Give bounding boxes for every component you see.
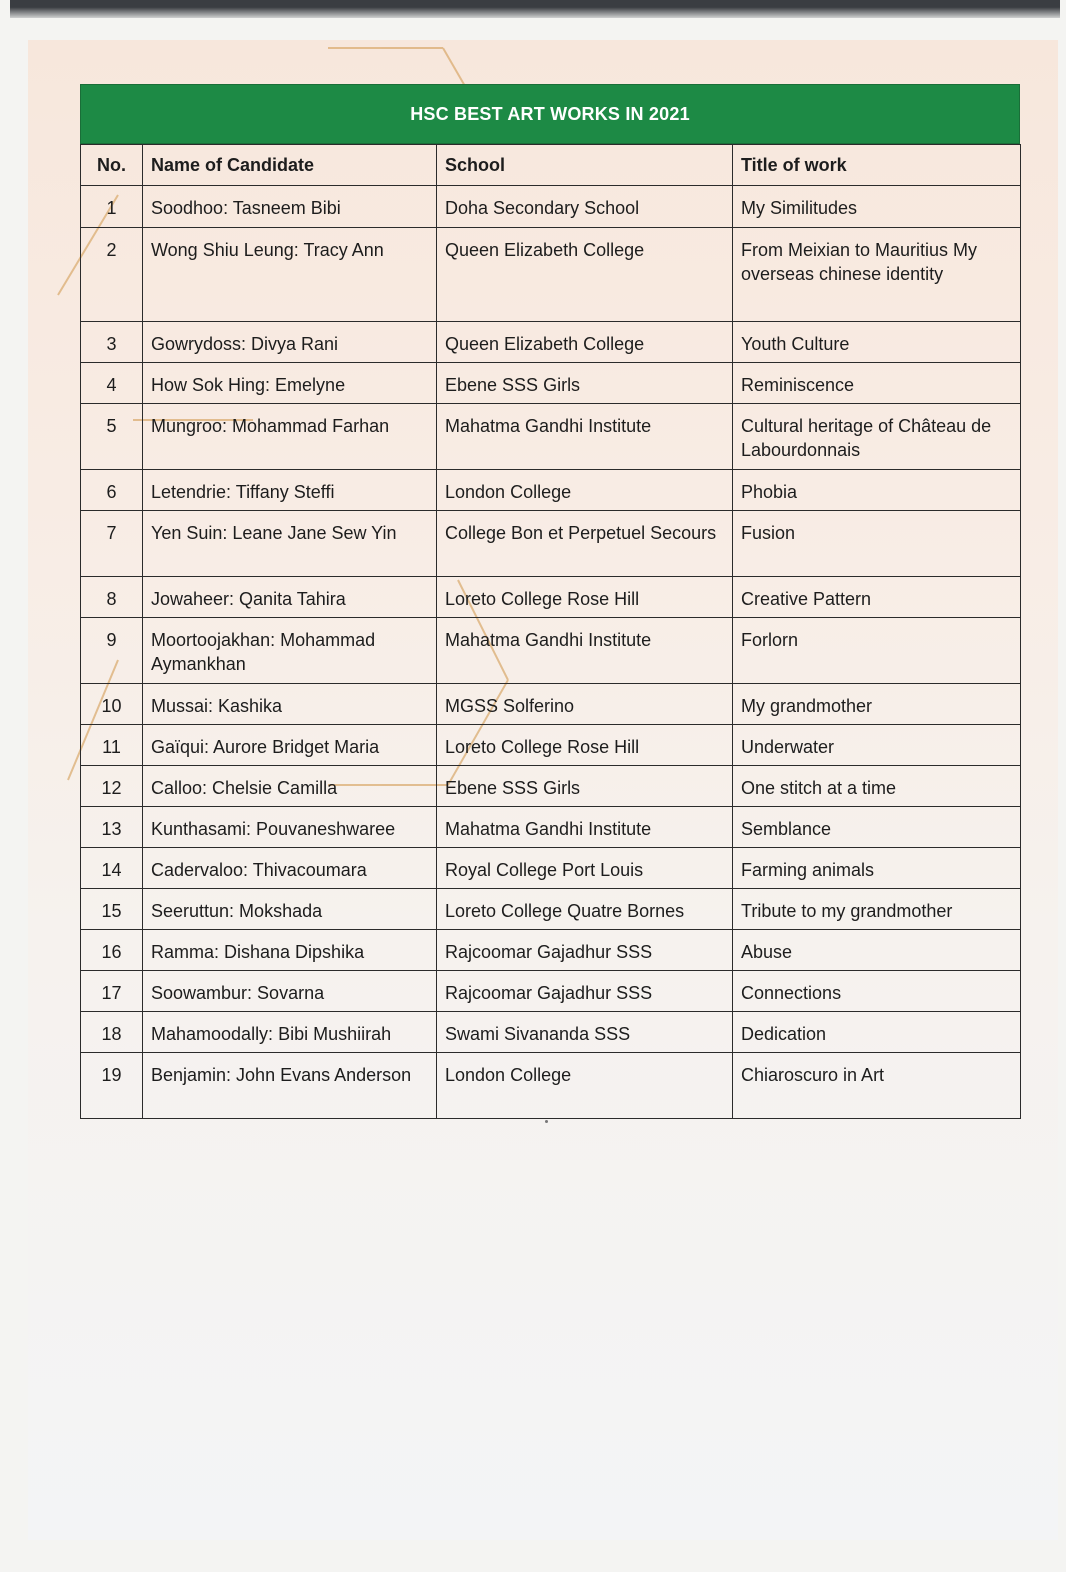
- table-row: [81, 186, 1021, 228]
- table-row: [81, 228, 1021, 322]
- cell-no: 17: [81, 971, 143, 1012]
- cell-name: Mungroo: Mohammad Farhan: [143, 404, 437, 470]
- header-row: [81, 145, 1021, 186]
- cell-work: My Similitudes: [733, 186, 1021, 228]
- cell-no: 3: [81, 322, 143, 363]
- cell-name: Mussai: Kashika: [143, 684, 437, 725]
- cell-name: Gaïqui: Aurore Bridget Maria: [143, 725, 437, 766]
- cell-work: Creative Pattern: [733, 577, 1021, 618]
- cell-school: Swami Sivananda SSS: [437, 1012, 733, 1053]
- table-row: [81, 848, 1021, 889]
- cell-work: One stitch at a time: [733, 766, 1021, 807]
- cell-no: 10: [81, 684, 143, 725]
- table-row: [81, 1012, 1021, 1053]
- cell-work: Fusion: [733, 511, 1021, 577]
- table-row: [81, 363, 1021, 404]
- cell-work: From Meixian to Mauritius My overseas chinese identity: [733, 228, 1021, 322]
- cell-school: Queen Elizabeth College: [437, 228, 733, 322]
- table-row: [81, 618, 1021, 684]
- table-row: [81, 322, 1021, 363]
- cell-no: 13: [81, 807, 143, 848]
- table-title: HSC BEST ART WORKS IN 2021: [80, 84, 1020, 144]
- cell-work: Abuse: [733, 930, 1021, 971]
- art-works-table-container: [80, 84, 1020, 1119]
- cell-no: 19: [81, 1053, 143, 1119]
- table-row: [81, 930, 1021, 971]
- cell-work: Cultural heritage of Château de Labourdonnais: [733, 404, 1021, 470]
- cell-school: Mahatma Gandhi Institute: [437, 807, 733, 848]
- cell-no: 15: [81, 889, 143, 930]
- table-row: [81, 511, 1021, 577]
- cell-no: 14: [81, 848, 143, 889]
- cell-school: Mahatma Gandhi Institute: [437, 618, 733, 684]
- cell-no: 11: [81, 725, 143, 766]
- table-row: [81, 971, 1021, 1012]
- cell-no: 18: [81, 1012, 143, 1053]
- table-row: [81, 889, 1021, 930]
- cell-work: My grandmother: [733, 684, 1021, 725]
- cell-name: Benjamin: John Evans Anderson: [143, 1053, 437, 1119]
- cell-no: 6: [81, 470, 143, 511]
- cell-name: Gowrydoss: Divya Rani: [143, 322, 437, 363]
- table-row: [81, 684, 1021, 725]
- header-no: No.: [81, 145, 143, 186]
- document-page: [28, 40, 1058, 1540]
- table-row: [81, 404, 1021, 470]
- cell-no: 9: [81, 618, 143, 684]
- header-school: School: [437, 145, 733, 186]
- header-name: Name of Candidate: [143, 145, 437, 186]
- cell-name: Soodhoo: Tasneem Bibi: [143, 186, 437, 228]
- scan-top-edge: [10, 0, 1060, 18]
- cell-name: Wong Shiu Leung: Tracy Ann: [143, 228, 437, 322]
- cell-work: Farming animals: [733, 848, 1021, 889]
- table-row: [81, 766, 1021, 807]
- cell-school: Ebene SSS Girls: [437, 363, 733, 404]
- cell-work: Chiaroscuro in Art: [733, 1053, 1021, 1119]
- cell-no: 8: [81, 577, 143, 618]
- cell-work: Semblance: [733, 807, 1021, 848]
- cell-name: Mahamoodally: Bibi Mushiirah: [143, 1012, 437, 1053]
- cell-name: Soowambur: Sovarna: [143, 971, 437, 1012]
- cell-no: 16: [81, 930, 143, 971]
- cell-school: Rajcoomar Gajadhur SSS: [437, 971, 733, 1012]
- cell-school: MGSS Solferino: [437, 684, 733, 725]
- cell-school: Doha Secondary School: [437, 186, 733, 228]
- cell-name: Yen Suin: Leane Jane Sew Yin: [143, 511, 437, 577]
- scan-speck: [545, 1120, 548, 1123]
- cell-school: College Bon et Perpetuel Secours: [437, 511, 733, 577]
- cell-name: Kunthasami: Pouvaneshwaree: [143, 807, 437, 848]
- cell-work: Underwater: [733, 725, 1021, 766]
- cell-name: Moortoojakhan: Mohammad Aymankhan: [143, 618, 437, 684]
- cell-school: Ebene SSS Girls: [437, 766, 733, 807]
- table-row: [81, 470, 1021, 511]
- cell-work: Youth Culture: [733, 322, 1021, 363]
- cell-school: Rajcoomar Gajadhur SSS: [437, 930, 733, 971]
- cell-no: 1: [81, 186, 143, 228]
- cell-school: London College: [437, 1053, 733, 1119]
- cell-school: Queen Elizabeth College: [437, 322, 733, 363]
- cell-work: Reminiscence: [733, 363, 1021, 404]
- cell-name: Seeruttun: Mokshada: [143, 889, 437, 930]
- table-row: [81, 807, 1021, 848]
- cell-name: Letendrie: Tiffany Steffi: [143, 470, 437, 511]
- cell-school: London College: [437, 470, 733, 511]
- cell-no: 4: [81, 363, 143, 404]
- cell-name: Ramma: Dishana Dipshika: [143, 930, 437, 971]
- cell-no: 5: [81, 404, 143, 470]
- cell-name: Calloo: Chelsie Camilla: [143, 766, 437, 807]
- cell-name: Cadervaloo: Thivacoumara: [143, 848, 437, 889]
- table-row: [81, 577, 1021, 618]
- cell-name: Jowaheer: Qanita Tahira: [143, 577, 437, 618]
- cell-school: Loreto College Rose Hill: [437, 577, 733, 618]
- cell-no: 7: [81, 511, 143, 577]
- cell-school: Royal College Port Louis: [437, 848, 733, 889]
- cell-school: Mahatma Gandhi Institute: [437, 404, 733, 470]
- cell-name: How Sok Hing: Emelyne: [143, 363, 437, 404]
- cell-work: Tribute to my grandmother: [733, 889, 1021, 930]
- cell-work: Phobia: [733, 470, 1021, 511]
- art-works-table: [80, 144, 1021, 1119]
- cell-no: 12: [81, 766, 143, 807]
- cell-school: Loreto College Quatre Bornes: [437, 889, 733, 930]
- table-row: [81, 1053, 1021, 1119]
- cell-work: Forlorn: [733, 618, 1021, 684]
- header-work: Title of work: [733, 145, 1021, 186]
- cell-work: Connections: [733, 971, 1021, 1012]
- table-row: [81, 725, 1021, 766]
- cell-work: Dedication: [733, 1012, 1021, 1053]
- cell-no: 2: [81, 228, 143, 322]
- cell-school: Loreto College Rose Hill: [437, 725, 733, 766]
